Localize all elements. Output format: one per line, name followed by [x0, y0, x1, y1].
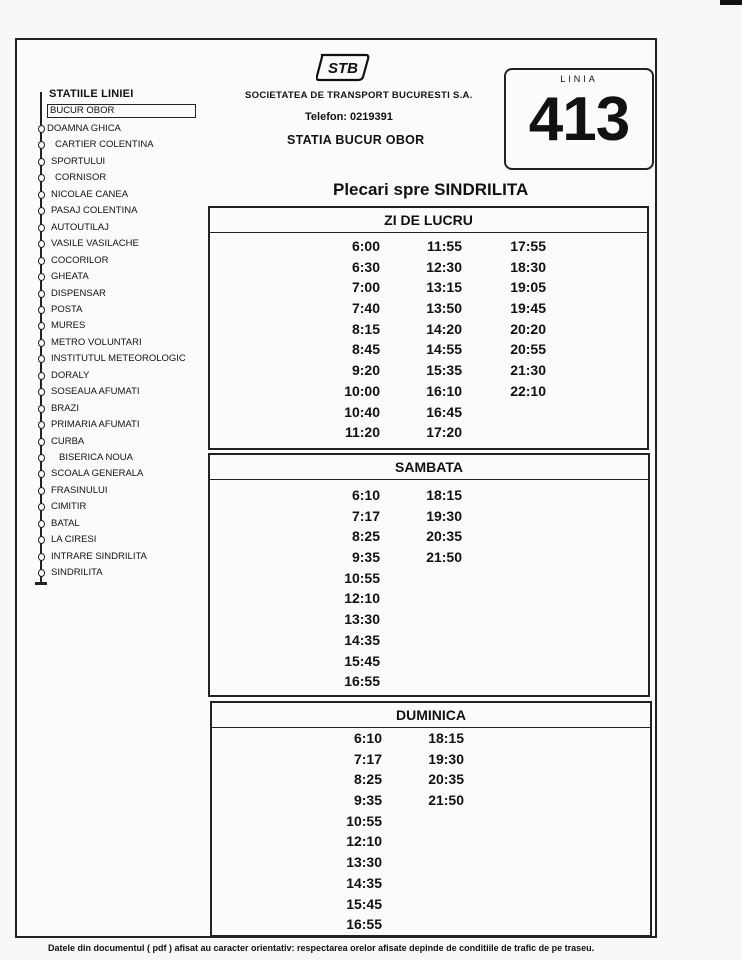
departure-time: 9:35 [351, 549, 380, 566]
line-label: LINIA [560, 74, 598, 84]
time-column [416, 728, 464, 811]
stop-dot-icon [38, 290, 45, 298]
stop-dot-icon [38, 273, 45, 281]
stop-dot-icon [38, 191, 45, 199]
stop-label: GHEATA [51, 271, 89, 283]
stop-label: CARTIER COLENTINA [55, 139, 154, 151]
stop-item [51, 551, 147, 562]
time-column [334, 728, 382, 935]
stop-item [51, 501, 86, 512]
departure-time: 12:10 [344, 590, 380, 607]
stop-label: INTRARE SINDRILITA [51, 550, 147, 562]
stop-label: MURES [51, 320, 86, 332]
stop-item [51, 238, 139, 249]
departure-time: 14:55 [426, 341, 462, 358]
stop-label: CURBA [51, 435, 85, 447]
departure-time: 15:45 [344, 652, 380, 669]
departure-time: 21:30 [510, 362, 546, 379]
stop-dot-icon [38, 306, 45, 314]
departure-time: 19:05 [510, 279, 546, 296]
departure-time: 13:30 [346, 854, 382, 871]
stop-label: SCOALA GENERALA [51, 468, 144, 480]
departure-time: 19:45 [510, 300, 546, 317]
stop-item [51, 304, 83, 315]
departure-time: 19:30 [426, 507, 462, 524]
departure-time: 15:35 [426, 362, 462, 379]
stop-dot-icon [38, 388, 45, 396]
departure-time: 9:20 [351, 362, 380, 379]
departure-time: 7:00 [351, 279, 380, 296]
departure-time: 16:55 [346, 916, 382, 933]
departure-time: 14:35 [346, 874, 382, 891]
departure-time: 15:45 [346, 895, 382, 912]
departure-time: 10:40 [344, 403, 380, 420]
departure-time: 16:55 [344, 673, 380, 690]
stop-item [51, 337, 142, 348]
section-title: DUMINICA [212, 703, 650, 728]
departure-time: 6:30 [351, 258, 380, 275]
stop-dot-icon [38, 405, 45, 413]
stop-dot-icon [38, 520, 45, 528]
stop-dot-icon [38, 174, 45, 182]
departure-time: 8:25 [351, 528, 380, 545]
stop-item [51, 189, 128, 200]
stop-dot-icon [38, 487, 45, 495]
stop-item [51, 222, 109, 233]
departure-time: 20:20 [510, 320, 546, 337]
time-column [332, 236, 380, 443]
stop-item [51, 288, 106, 299]
departure-time: 8:25 [353, 771, 382, 788]
stop-item [51, 468, 143, 479]
stop-label: SINDRILITA [51, 567, 103, 579]
svg-text:STB: STB [328, 60, 358, 77]
stop-label: DOAMNA GHICA [47, 123, 121, 134]
departure-time: 21:50 [426, 549, 462, 566]
stop-label: PASAJ COLENTINA [51, 205, 138, 217]
stop-dot-icon [38, 158, 45, 166]
departure-time: 6:10 [351, 487, 380, 503]
stop-item [51, 205, 137, 216]
departure-time: 10:55 [346, 812, 382, 829]
departure-time: 14:35 [344, 631, 380, 648]
stop-label: DISPENSAR [51, 287, 106, 299]
stop-label: POSTA [51, 303, 83, 315]
departure-time: 19:30 [428, 750, 464, 767]
stop-dot-icon [38, 339, 45, 347]
departure-time: 7:17 [353, 750, 382, 767]
departure-time: 11:20 [344, 424, 380, 441]
stop-dot-icon [38, 125, 45, 133]
stop-label: VASILE VASILACHE [51, 238, 139, 250]
stop-dot-icon [38, 454, 45, 462]
departure-time: 18:15 [426, 487, 462, 503]
phone-number: Telefon: 0219391 [305, 111, 393, 123]
stop-label: PRIMARIA AFUMATI [51, 419, 140, 431]
departure-time: 10:55 [344, 569, 380, 586]
current-stop: BUCUR OBOR [47, 104, 196, 118]
stop-item [51, 255, 109, 266]
corner-mark [720, 0, 742, 5]
line-number: 413 [528, 85, 630, 154]
section-title: SAMBATA [210, 455, 648, 480]
stop-item [51, 403, 79, 414]
departure-time: 18:30 [510, 258, 546, 275]
stop-dot-icon [38, 438, 45, 446]
stop-label: NICOLAE CANEA [51, 188, 129, 200]
stop-dot-icon [38, 257, 45, 265]
stop-label: METRO VOLUNTARI [51, 336, 142, 348]
departure-time: 11:55 [426, 238, 462, 254]
departure-time: 13:30 [344, 611, 380, 628]
line-box [504, 68, 654, 170]
stop-dot-icon [38, 421, 45, 429]
direction-title: Plecari spre SINDRILITA [333, 180, 529, 199]
stop-dot-icon [38, 470, 45, 478]
departure-time: 7:40 [351, 300, 380, 317]
stop-item [51, 156, 105, 167]
stop-dot-icon [38, 224, 45, 232]
stop-dot-icon [38, 322, 45, 330]
departure-time: 16:10 [426, 382, 462, 399]
stop-item [51, 271, 89, 282]
stop-dot-icon [38, 372, 45, 380]
stop-label: INSTITUTUL METEOROLOGIC [51, 353, 186, 365]
stop-dot-icon [38, 141, 45, 149]
stop-item [59, 452, 133, 463]
section-weekday [208, 206, 649, 450]
stop-item [55, 139, 154, 150]
departure-time: 21:50 [428, 792, 464, 809]
stop-item [51, 436, 84, 447]
departure-time: 20:35 [426, 528, 462, 545]
stop-item [51, 320, 85, 331]
departure-time: 10:00 [344, 382, 380, 399]
stb-logo [316, 52, 370, 82]
time-column [414, 236, 462, 443]
departure-time: 18:15 [428, 730, 464, 746]
departure-time: 20:55 [510, 341, 546, 358]
departure-time: 12:10 [346, 833, 382, 850]
stop-dot-icon [38, 569, 45, 577]
stop-dot-icon [38, 536, 45, 544]
section-title: ZI DE LUCRU [210, 208, 647, 233]
stop-item [47, 123, 121, 134]
time-column [332, 485, 380, 692]
departure-time: 13:15 [426, 279, 462, 296]
time-column [414, 485, 462, 568]
departure-time: 14:20 [426, 320, 462, 337]
stops-title: STATIILE LINIEI [49, 88, 134, 100]
departure-time: 17:55 [510, 238, 546, 254]
stop-label: BATAL [51, 517, 80, 529]
stop-item [51, 534, 96, 545]
departure-time: 17:20 [426, 424, 462, 441]
stop-dot-icon [38, 355, 45, 363]
stop-label: SOSEAUA AFUMATI [51, 386, 140, 398]
stop-label: SPORTULUI [51, 155, 106, 167]
departure-time: 6:00 [351, 238, 380, 254]
departure-time: 7:17 [351, 507, 380, 524]
route-line-end [35, 582, 47, 585]
departure-time: 16:45 [426, 403, 462, 420]
time-column [498, 236, 546, 402]
stop-label: BRAZI [51, 402, 79, 414]
stop-label: LA CIRESI [51, 534, 97, 546]
stop-item [51, 386, 140, 397]
company-name: SOCIETATEA DE TRANSPORT BUCURESTI S.A. [245, 90, 473, 101]
departure-time: 6:10 [353, 730, 382, 746]
disclaimer-footer: Datele din documentul ( pdf ) afisat au caracter orientativ: respectarea orelor afisate depinde de conditiile de trafic de pe traseu. [48, 943, 595, 953]
stop-item [51, 485, 107, 496]
stop-item [51, 353, 186, 364]
stop-item [51, 419, 140, 430]
section-sunday [210, 701, 652, 937]
stop-item [55, 172, 106, 183]
stop-label: FRASINULUI [51, 484, 108, 496]
departure-time: 22:10 [510, 382, 546, 399]
stop-label: CORNISOR [55, 172, 107, 184]
stop-item [51, 518, 80, 529]
stop-item [51, 370, 89, 381]
departure-time: 13:50 [426, 300, 462, 317]
stop-label: BISERICA NOUA [59, 452, 133, 463]
stop-item [51, 567, 103, 578]
stop-label: DORALY [51, 369, 90, 381]
departure-time: 20:35 [428, 771, 464, 788]
stop-dot-icon [38, 553, 45, 561]
stop-label: AUTOUTILAJ [51, 221, 109, 233]
departure-time: 8:15 [351, 320, 380, 337]
departure-time: 12:30 [426, 258, 462, 275]
section-saturday [208, 453, 650, 697]
departure-time: 9:35 [353, 792, 382, 809]
stop-dot-icon [38, 503, 45, 511]
station-name: STATIA BUCUR OBOR [287, 133, 425, 147]
stop-label: CIMITIR [51, 501, 87, 513]
departure-time: 8:45 [351, 341, 380, 358]
stop-label: COCORILOR [51, 254, 109, 266]
stop-dot-icon [38, 207, 45, 215]
stop-dot-icon [38, 240, 45, 248]
